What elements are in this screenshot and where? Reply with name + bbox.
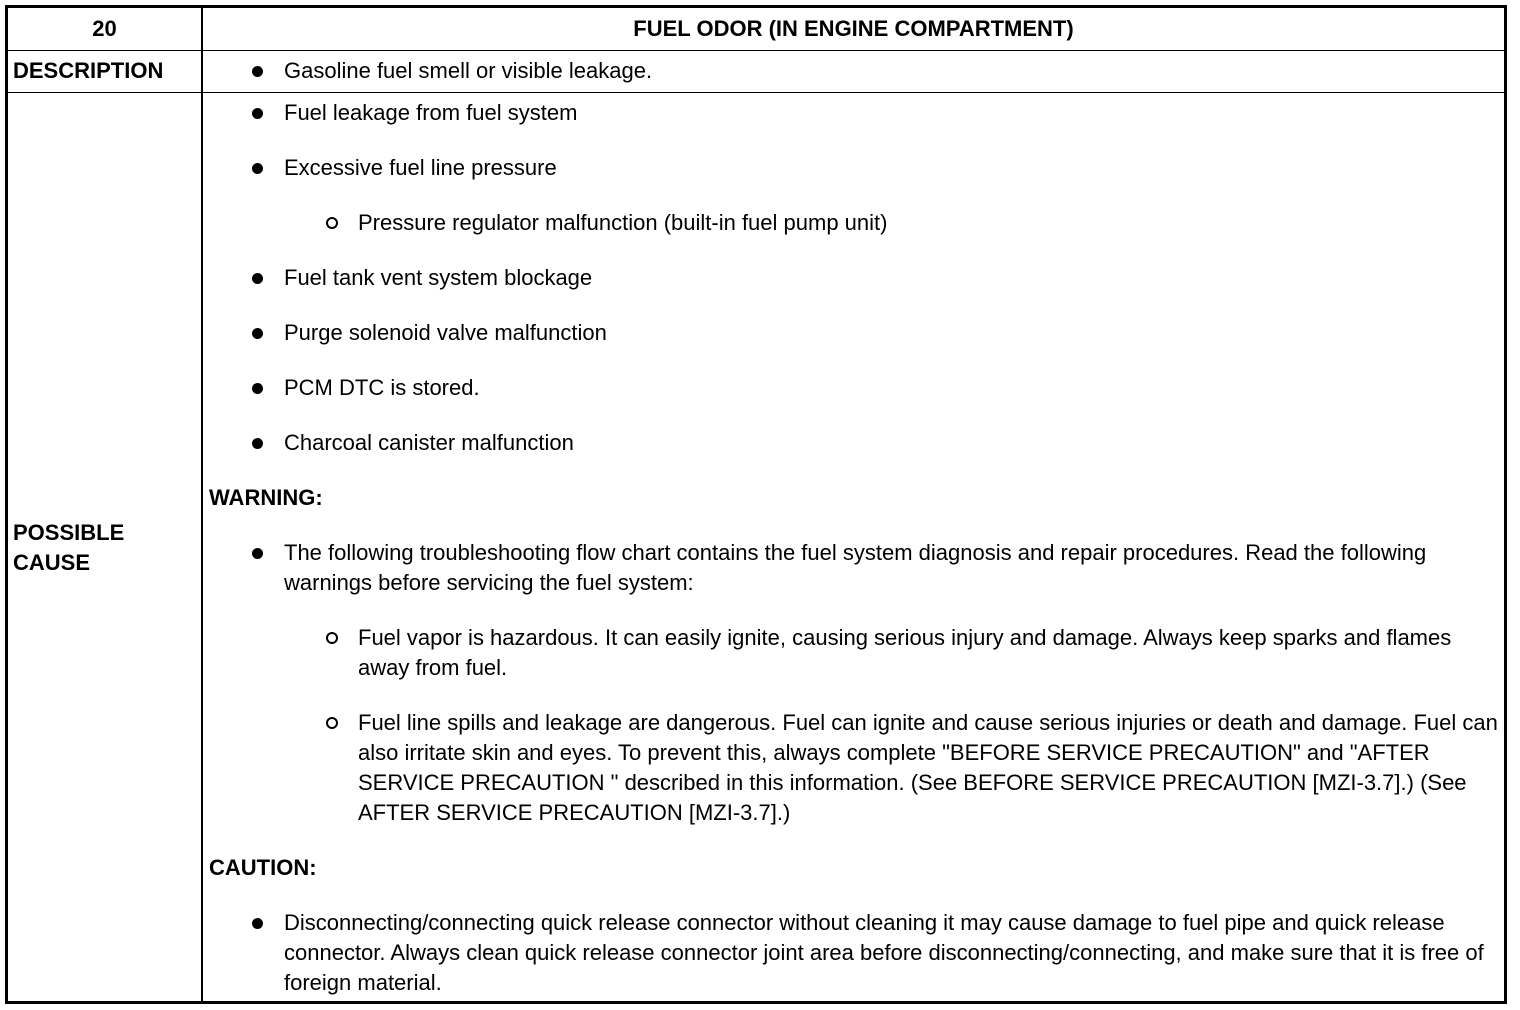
caution-heading: CAUTION: (209, 855, 317, 880)
caution-item: Disconnecting/connecting quick release connector without cleaning it may cause damage to fuel pipe and quick release connector. Always clean quick release connector joint area before disconnecting/connecting, and make sure that it is free of foreign material. (203, 908, 1500, 998)
bullet-icon (252, 383, 263, 394)
cause-subitem: Pressure regulator malfunction (built-in fuel pump unit) (203, 208, 1500, 238)
bullet-icon (252, 918, 263, 929)
warning-intro: The following troubleshooting flow chart contains the fuel system diagnosis and repair procedures. Read the following warnings before servicing the fuel system: (203, 538, 1500, 598)
possible-cause-label: POSSIBLE CAUSE (13, 520, 125, 575)
bullet-icon (252, 66, 263, 77)
sub-bullet-icon (326, 717, 338, 729)
bullet-icon (252, 548, 263, 559)
bullet-icon (252, 108, 263, 119)
cause-item: Charcoal canister malfunction (203, 428, 1500, 458)
possible-cause-content (203, 98, 1500, 998)
cause-item: Purge solenoid valve malfunction (203, 318, 1500, 348)
warning-point: Fuel vapor is hazardous. It can easily ignite, causing serious injury and damage. Always keep sparks and flames away from fuel. (203, 623, 1500, 683)
bullet-icon (252, 438, 263, 449)
bullet-icon (252, 273, 263, 284)
cause-item: Fuel tank vent system blockage (203, 263, 1500, 293)
symptom-number: 20 (92, 16, 117, 41)
bullet-icon (252, 328, 263, 339)
cause-item: Fuel leakage from fuel system (203, 98, 1500, 128)
row-divider-header (8, 50, 1504, 51)
cause-item: Excessive fuel line pressure (203, 153, 1500, 183)
bullet-icon (252, 163, 263, 174)
warning-point: Fuel line spills and leakage are dangerous. Fuel can ignite and cause serious injuries or death and damage. Fuel can also irritate skin and eyes. To prevent this, always complete "BEFORE SERVICE PRECAUTION" and "AFTER SERVICE PRECAUTION " described in this information. (See BEFORE SERVICE PRECAUTION [MZI-3.7].) (See AFTER SERVICE PRECAUTION [MZI-3.7].) (203, 708, 1500, 828)
row-divider-description (8, 92, 1504, 93)
symptom-title: FUEL ODOR (IN ENGINE COMPARTMENT) (633, 16, 1074, 41)
warning-heading: WARNING: (209, 485, 323, 510)
description-item: Gasoline fuel smell or visible leakage. (203, 56, 1500, 86)
description-content (203, 56, 1500, 86)
sub-bullet-icon (326, 217, 338, 229)
sub-bullet-icon (326, 632, 338, 644)
troubleshooting-table (5, 5, 1507, 1004)
description-label: DESCRIPTION (13, 58, 164, 83)
cause-item: PCM DTC is stored. (203, 373, 1500, 403)
